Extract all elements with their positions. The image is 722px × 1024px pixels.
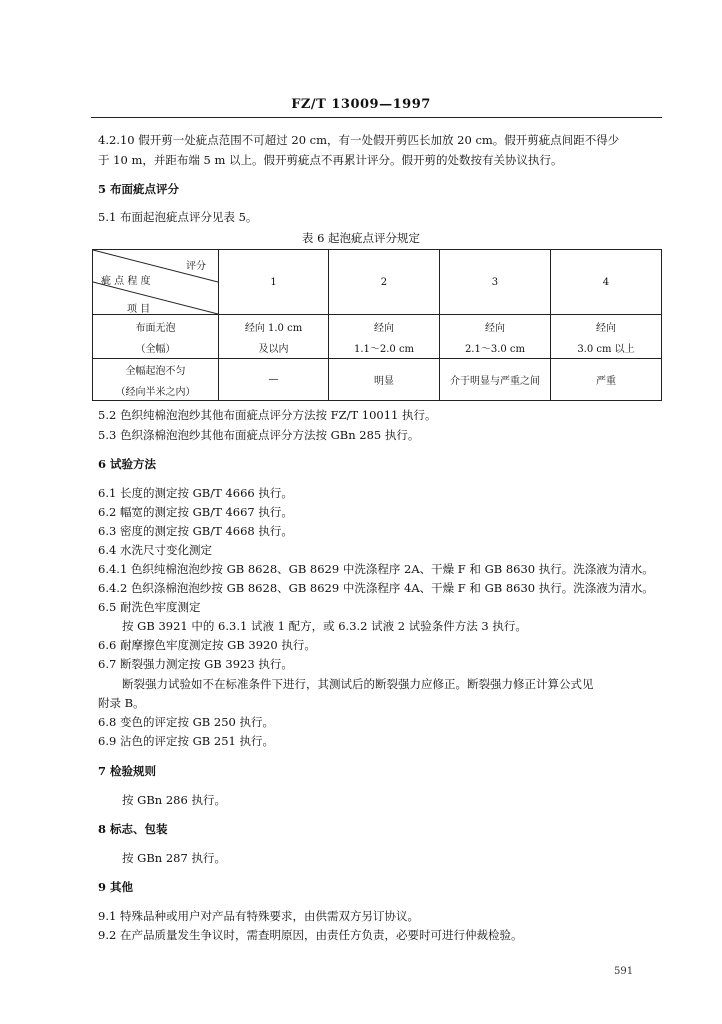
corner-degree-label: 疵 点 程 度 xyxy=(101,276,151,287)
cell-line: 3.0 cm 以上 xyxy=(577,343,635,355)
cell-line: 经向 xyxy=(595,322,616,334)
table-cell xyxy=(219,315,329,359)
score-header: 4 xyxy=(550,250,661,315)
cell-line: 及以内 xyxy=(258,343,289,355)
score-header: 3 xyxy=(439,250,550,315)
row-label-line: （经向半米之内） xyxy=(115,386,196,398)
row-label-no-bubble xyxy=(93,315,219,359)
row-label-uneven-bubble xyxy=(93,359,219,401)
para-8-body: 按 GBn 287 执行。 xyxy=(122,851,226,865)
cell-line: 2.1～3.0 cm xyxy=(464,343,526,355)
section-6-heading: 6 试验方法 xyxy=(98,457,157,471)
para-6-4-2: 6.4.2 色织涤棉泡泡纱按 GB 8628、GB 8629 中洗涤程序 4A、干燥 F 和 GB 8630 执行。洗涤液为清水。 xyxy=(98,581,654,595)
cell-line: 经向 xyxy=(373,322,394,334)
para-6-7: 6.7 断裂强力测定按 GB 3923 执行。 xyxy=(98,657,293,671)
corner-score-label: 评分 xyxy=(186,261,206,272)
score-header: 1 xyxy=(219,250,329,315)
para-6-7-body-line1: 断裂强力试验如不在标准条件下进行，其测试后的断裂强力应修正。断裂强力修正计算公式见 xyxy=(122,677,594,691)
page-number: 591 xyxy=(614,966,634,977)
para-6-4: 6.4 水洗尺寸变化测定 xyxy=(98,543,212,557)
para-6-7-body-line2: 附录 B。 xyxy=(98,696,145,710)
para-6-8: 6.8 变色的评定按 GB 250 执行。 xyxy=(98,715,274,729)
para-6-3: 6.3 密度的测定按 GB/T 4668 执行。 xyxy=(98,524,293,538)
para-5-2: 5.2 色织纯棉泡泡纱其他布面疵点评分方法按 FZ/T 10011 执行。 xyxy=(98,408,437,422)
para-6-2: 6.2 幅宽的测定按 GB/T 4667 执行。 xyxy=(98,505,293,519)
table-cell xyxy=(550,315,661,359)
table-corner-cell xyxy=(93,250,219,315)
para-4-2-10-line2: 于 10 m，并距布端 5 m 以上。假开剪疵点不再累计评分。假开剪的处数按有关协议执行。 xyxy=(98,153,563,167)
para-6-9: 6.9 沾色的评定按 GB 251 执行。 xyxy=(98,734,274,748)
table-cell: 介于明显与严重之间 xyxy=(439,359,550,401)
table-cell: — xyxy=(219,359,329,401)
table-cell xyxy=(329,315,440,359)
row-label-line: （全幅） xyxy=(135,343,176,355)
row-label-line: 布面无泡 xyxy=(135,322,176,334)
para-5-1: 5.1 布面起泡疵点评分见表 5。 xyxy=(98,210,258,224)
para-6-4-1: 6.4.1 色织纯棉泡泡纱按 GB 8628、GB 8629 中洗涤程序 2A、干燥 F 和 GB 8630 执行。洗涤液为清水。 xyxy=(98,562,654,576)
section-8-heading: 8 标志、包装 xyxy=(98,822,168,836)
cell-line: 1.1～2.0 cm xyxy=(353,343,415,355)
para-6-6: 6.6 耐摩擦色牢度测定按 GB 3920 执行。 xyxy=(98,638,316,652)
corner-item-label: 项 目 xyxy=(127,304,151,315)
table-cell: 明显 xyxy=(329,359,440,401)
section-7-heading: 7 检验规则 xyxy=(98,764,157,778)
para-6-5-body: 按 GB 3921 中的 6.3.1 试液 1 配方，或 6.3.2 试液 2 试验条件方法 3 执行。 xyxy=(122,619,527,633)
bubble-defect-score-table xyxy=(92,249,662,401)
table-caption: 表 6 起泡疵点评分规定 xyxy=(301,231,421,245)
section-5-heading: 5 布面疵点评分 xyxy=(98,182,180,196)
para-6-5: 6.5 耐洗色牢度测定 xyxy=(98,600,201,614)
cell-line: 经向 1.0 cm xyxy=(244,322,303,334)
table-cell: 严重 xyxy=(550,359,661,401)
para-7-body: 按 GBn 286 执行。 xyxy=(122,793,226,807)
row-label-line: 全幅起泡不匀 xyxy=(125,365,186,377)
section-9-heading: 9 其他 xyxy=(98,880,134,894)
header-rule xyxy=(91,117,662,118)
table-cell xyxy=(439,315,550,359)
para-9-2: 9.2 在产品质量发生争议时，需查明原因，由责任方负责，必要时可进行仲裁检验。 xyxy=(98,928,523,942)
para-9-1: 9.1 特殊品种或用户对产品有特殊要求，由供需双方另订协议。 xyxy=(98,909,419,923)
score-header: 2 xyxy=(329,250,440,315)
cell-line: 经向 xyxy=(484,322,505,334)
standard-header: FZ/T 13009—1997 xyxy=(291,97,431,112)
para-5-3: 5.3 色织涤棉泡泡纱其他布面疵点评分方法按 GBn 285 执行。 xyxy=(98,428,420,442)
para-4-2-10-line1: 4.2.10 假开剪一处疵点范围不可超过 20 cm，有一处假开剪匹长加放 20 cm。假开剪疵点间距不得少 xyxy=(98,133,620,147)
para-6-1: 6.1 长度的测定按 GB/T 4666 执行。 xyxy=(98,486,293,500)
